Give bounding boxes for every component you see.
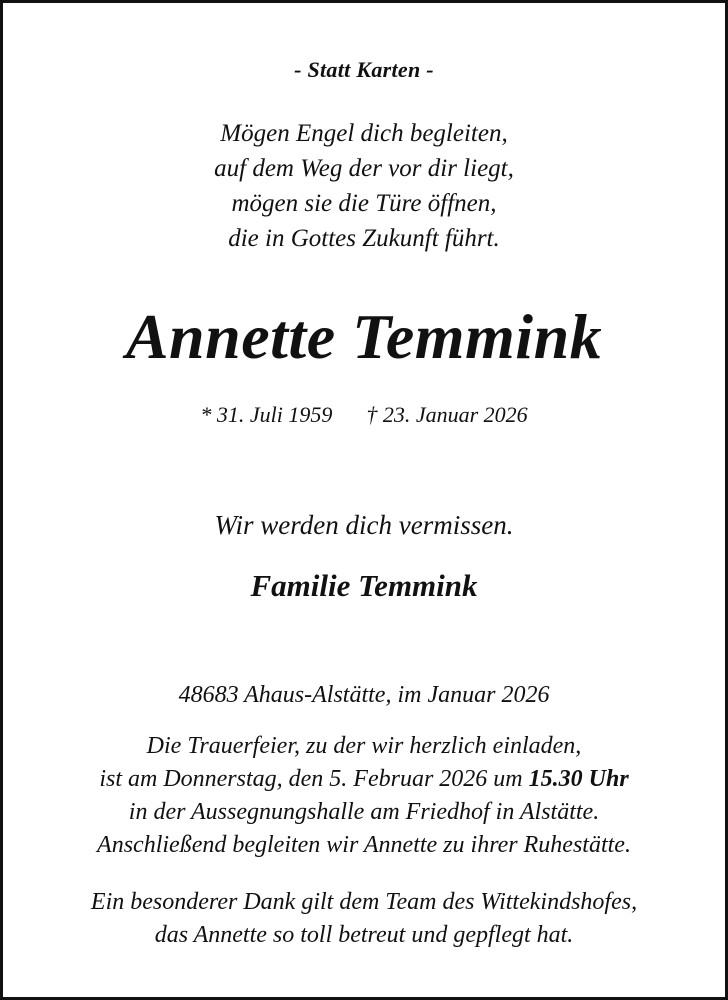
thanks-line: das Annette so toll betreut und gepflegt hat. (154, 922, 574, 948)
poem-line: auf dem Weg der vor dir liegt, (214, 155, 514, 182)
service-time: 15.30 Uhr (528, 766, 629, 792)
thanks-line: Ein besonderer Dank gilt dem Team des Wittekindshofes, (90, 889, 638, 915)
service-line: in der Aussegnungshalle am Friedhof in Alstätte. (128, 799, 600, 825)
poem-line: die in Gottes Zukunft führt. (228, 225, 500, 252)
service-line: Die Trauerfeier, zu der wir herzlich einladen, (146, 733, 582, 759)
life-dates (3, 400, 725, 430)
service-line: Anschließend begleiten wir Annette zu ihrer Ruhestätte. (97, 832, 631, 858)
death-date: † 23. Januar 2026 (366, 402, 528, 427)
funeral-service-info (3, 730, 725, 862)
poem (3, 116, 725, 256)
place-and-date: 48683 Ahaus-Alstätte, im Januar 2026 (178, 682, 550, 708)
service-line (3, 763, 725, 796)
statt-karten-header: - Statt Karten - (294, 57, 434, 82)
poem-line: mögen sie die Türe öffnen, (231, 190, 497, 217)
deceased-name: Annette Temmink (125, 301, 603, 372)
farewell-line: Wir werden dich vermissen. (214, 510, 514, 540)
birth-date: * 31. Juli 1959 (200, 402, 333, 427)
family-signature: Familie Temmink (250, 568, 478, 603)
service-date-text: ist am Donnerstag, den 5. Februar 2026 um (99, 766, 529, 792)
thanks-note (3, 886, 725, 952)
poem-line: Mögen Engel dich begleiten, (220, 120, 508, 147)
